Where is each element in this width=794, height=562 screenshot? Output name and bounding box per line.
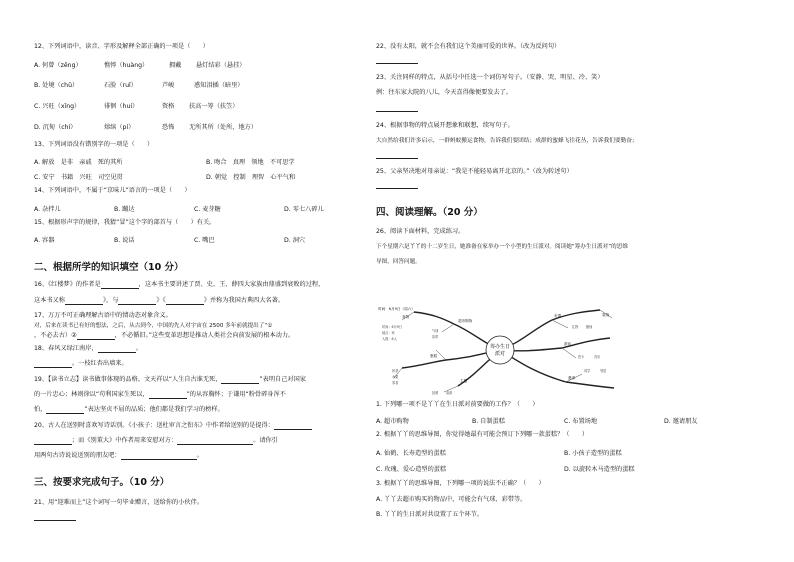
q12-stem: 12、下列词语中，读音、字形及解释全部正确的一项是（ ） (34, 43, 209, 50)
small-0: 时间：6月9日 (382, 325, 402, 329)
sub2-c: C. 玫瑰、爱心造型的蛋糕 (376, 466, 447, 473)
sub1-b: B. 自制蛋糕 (472, 418, 505, 425)
q16: 16、《红楼梦》的作者是 ，这本书主要讲述了贾、史、王、薛四大家族由鼎盛到衰败的过程， (34, 281, 325, 288)
sub1-d: D. 邀请朋友 (664, 418, 698, 425)
small-15: 邻居 (600, 369, 607, 373)
q17-line3: ，不必去古）② ，不必循旧。”这些变革思想是推动人类社会向前发展的根本动力。 (34, 332, 295, 339)
small-1: 地点：家 (382, 331, 395, 335)
q17-blank[interactable] (77, 333, 115, 340)
branch-2a (402, 360, 446, 368)
q18-line2: 。一枝红杏出墙来。 (34, 360, 128, 368)
branch-1a (414, 312, 454, 324)
small-14: 同学 (584, 369, 591, 373)
q20-line2: ；而《别董大》中作者用来安慰对方： 。请你引 (34, 437, 278, 445)
q25-answer-line[interactable] (376, 188, 418, 189)
q15-c: C. 嘴巴 (194, 237, 215, 244)
sub2-a: A. 仙鹤、长寿造型的蛋糕 (376, 450, 446, 457)
small-13: 音乐 (594, 355, 601, 359)
q25-stem: 25、父亲坚决地对母亲说：“我是不能轻易离开北京的。”（改为转述句） (376, 168, 573, 175)
section2-title: 二、根据所学的知识填空（10 分） (34, 262, 184, 273)
sub1-a: A. 超市购物 (376, 418, 409, 425)
q15-a: A. 容器 (34, 237, 55, 244)
q12-b2: 石脸（ruǐ） (104, 82, 137, 89)
sub3-b: B. 丫丫的生日派对共设置了五个环节。 (376, 511, 484, 518)
sub2-stem: 2. 根据丫丫的思维导图，你觉得她最有可能会预订下列哪一款蛋糕？（ ） (376, 431, 589, 438)
q16-blank3[interactable] (118, 298, 156, 305)
q13-a: A. 解放 是非 亲戚 死的其所 (34, 159, 123, 166)
q15-stem: 15、根据形声字的规律，我猜“冒”这个字的部首与（ ）有关。 (34, 219, 216, 226)
q20-blank3[interactable] (177, 438, 215, 445)
section4-title: 四、阅读理解。（20 分） (376, 207, 483, 218)
q18-blank[interactable] (98, 346, 136, 353)
small-3: 气球 (432, 329, 439, 333)
q12-a3: 拥戴 (169, 62, 182, 69)
q20-blank1[interactable] (274, 423, 312, 430)
small-10: 礼物 (572, 325, 579, 329)
q19-blank3[interactable] (46, 407, 84, 414)
q16-line2: 这本书又称 》，与 》《 》并称为我国古典四大名著。 (34, 297, 285, 304)
q24-example: 大自然给我们许多启示，一群蚂蚁搬运食物，告诉我们要团结；成群的蜜蜂飞往花丛，告诉我们要勤奋； (376, 138, 638, 144)
small-11: 蜡烛 (586, 325, 593, 329)
q21-stem: 21、用“迎难而上”这个词写一句毕业赠言，送给你的小伙伴。 (34, 499, 203, 506)
sub2-b: B. 小孩子造型的蛋糕 (564, 450, 622, 457)
node-label-5: 邀请 (568, 376, 576, 380)
small-5: 奶茶 (392, 369, 399, 373)
mindmap-header: 时间：6月9日（周六） (378, 307, 415, 311)
center-label-1: 筹办生日 (489, 344, 511, 350)
small-9: 桌游 (446, 391, 453, 395)
q18-blank2[interactable] (34, 361, 72, 368)
q13-b: B. 吻合 真理 领地 不可思学 (206, 159, 295, 166)
q12-d1: D. 沉甸（chí） (34, 124, 77, 131)
q26-stem: 26、阅读下面材料，完成练习。 (376, 228, 465, 235)
q12-b1: B. 处境（chǔ） (34, 82, 79, 89)
node-label-3: 布置 (554, 314, 562, 318)
small-8: 拍照 (432, 391, 439, 395)
sub1-c: C. 布置场地 (564, 418, 598, 425)
q14-a: A. 杂拌儿 (34, 206, 61, 213)
small-4: 彩带 (432, 335, 439, 339)
q17-line2: 对，后来在读书已有好的想法，之后，从古到今，中国的先人对宇宙在 2500 多年前就提出了“① (34, 323, 273, 329)
q15-d: D. 洞穴 (284, 237, 306, 244)
small-12: 贺卡 (578, 355, 585, 359)
node-label-1: 蛋糕 (430, 354, 438, 358)
q19-line1: 19、【读书立志】读书做事体现的品格。文天祥以“人生自古谁无死， ”表明自己对国家 (34, 376, 306, 383)
q12-c3: 资格 (162, 103, 175, 110)
q12-a1: A. 何曾（zēng） (34, 62, 82, 69)
small-7: 零食 (392, 381, 399, 385)
q23-example: 例：往东家大院的八儿，今天喜得像便要发去了。 (376, 89, 513, 96)
q12-a4: 悬灯结彩（悬挂） (196, 62, 246, 69)
q14-stem: 14、下列词语中，不属于“京味儿”语言的一项是（ ） (34, 187, 191, 194)
branch-6a (566, 382, 614, 388)
q16-blank1[interactable] (101, 282, 139, 289)
q12-b3: 芦峻 (162, 82, 175, 89)
q24-answer-line[interactable] (376, 158, 418, 159)
section3-title: 三、按要求完成句子。（10 分） (34, 477, 170, 488)
q20-blank2[interactable] (34, 438, 72, 445)
q16-blank2[interactable] (65, 298, 103, 305)
center-node (486, 336, 514, 364)
node-label-2: 主题 (460, 379, 468, 383)
q22-stem: 22、没有太阳，就不会有我们这个美丽可爱的世界。（改为反问句） (376, 43, 561, 50)
sub3-a: A. 丫丫去超市购买的物品中，可能会有气球、彩带等。 (376, 496, 527, 503)
q12-d2: 熔缤（pí） (104, 124, 135, 131)
q12-d4: 无所其所（处所，地方） (189, 124, 258, 131)
q20-line3: 用两句古诗说说送别的朋友吧： 。 (34, 452, 203, 459)
node-label-4: 游戏 (564, 342, 572, 346)
q20-blank5[interactable] (121, 453, 159, 460)
q22-answer-line[interactable] (376, 63, 418, 64)
q19-blank1[interactable] (221, 377, 259, 384)
sub2-d: D. 以旋转木马造型的蛋糕 (564, 466, 635, 473)
q18: 18、春风又绿江南岸， 。 (34, 345, 142, 352)
q21-answer-line[interactable] (34, 520, 76, 521)
q23-answer-line[interactable] (376, 111, 418, 112)
passage-line1: 下个星期六是丫丫的十二岁生日，她准备在家举办一个小型的生日派对。阅读她“筹办生日派对”的思维 (376, 244, 628, 250)
q12-c1: C. 兴旺（xīng） (34, 103, 81, 110)
q12-c2: 徘徊（huí） (104, 103, 139, 110)
q12-b4: 惑知泪插（暗里） (194, 82, 244, 89)
q17-line1: 17、万万不可正确理解古语中的情动态对象含义。 (34, 312, 172, 319)
sub3-stem: 3. 根据丫丫的思维导图，下列哪一项的说法不正确？（ ） (376, 480, 545, 487)
q16-blank4[interactable] (166, 298, 204, 305)
center-label-2: 派对 (494, 351, 506, 357)
q20-line1: 20、古人在送别时喜欢写诗话别。《小孩子：送杜审言之衔东》中作者给送别的是提得： (34, 422, 312, 430)
passage-line2: 导图，回答问题。 (376, 259, 421, 265)
q19-line2: 的一片忠心；林则徐以“苟利国家生死以， ”的从容胸怀；于谦用“粉骨碎身浑不 (34, 391, 286, 398)
q20-blank6[interactable] (159, 453, 197, 460)
q13-stem: 13、下列词语没有错别字的一项是（ ） (34, 141, 154, 148)
small-2: 人数：8人 (382, 337, 397, 341)
node-label-0: 超市购物 (458, 319, 473, 323)
node-label-6: 食物 (402, 315, 410, 319)
q20-blank4[interactable] (215, 438, 253, 445)
q23-stem: 23、关注同样的特点，从括号中任选一个词仿写句子。（安静、哭、明星、冷、笑） (376, 74, 604, 81)
node-label-7: 装饰 (602, 313, 610, 317)
q19-blank2[interactable] (149, 392, 187, 399)
sub1-stem: 1. 下列哪一项不是丫丫在生日派对前要做的工作？（ ） (376, 401, 539, 408)
q13-c: C. 安宁 书籍 兴旺 司空见贯 (34, 174, 123, 181)
q12-c4: 扶高一筹（扶笠） (189, 103, 239, 110)
q14-b: B. 蹦达 (114, 206, 135, 213)
q14-c: C. 麦芽糖 (194, 206, 221, 213)
q19-line3: 怕， ”表达坚贞不屈的品质；他们都是我们学习的榜样。 (34, 406, 224, 413)
q12-a2: 憔悴（huàng） (104, 62, 149, 69)
q14-d: D. 零七八碎儿 (284, 206, 324, 213)
q12-d3: 恐怖 (162, 124, 175, 131)
q13-d: D. 朝觉 控制 理智 心平气和 (206, 174, 296, 181)
q15-b: B. 说话 (114, 237, 135, 244)
q24-stem: 24、根据事物的特点展开想象和联想，续写句子。 (376, 122, 514, 129)
small-6: 水果 (392, 375, 399, 379)
mind-map-diagram (372, 302, 632, 398)
